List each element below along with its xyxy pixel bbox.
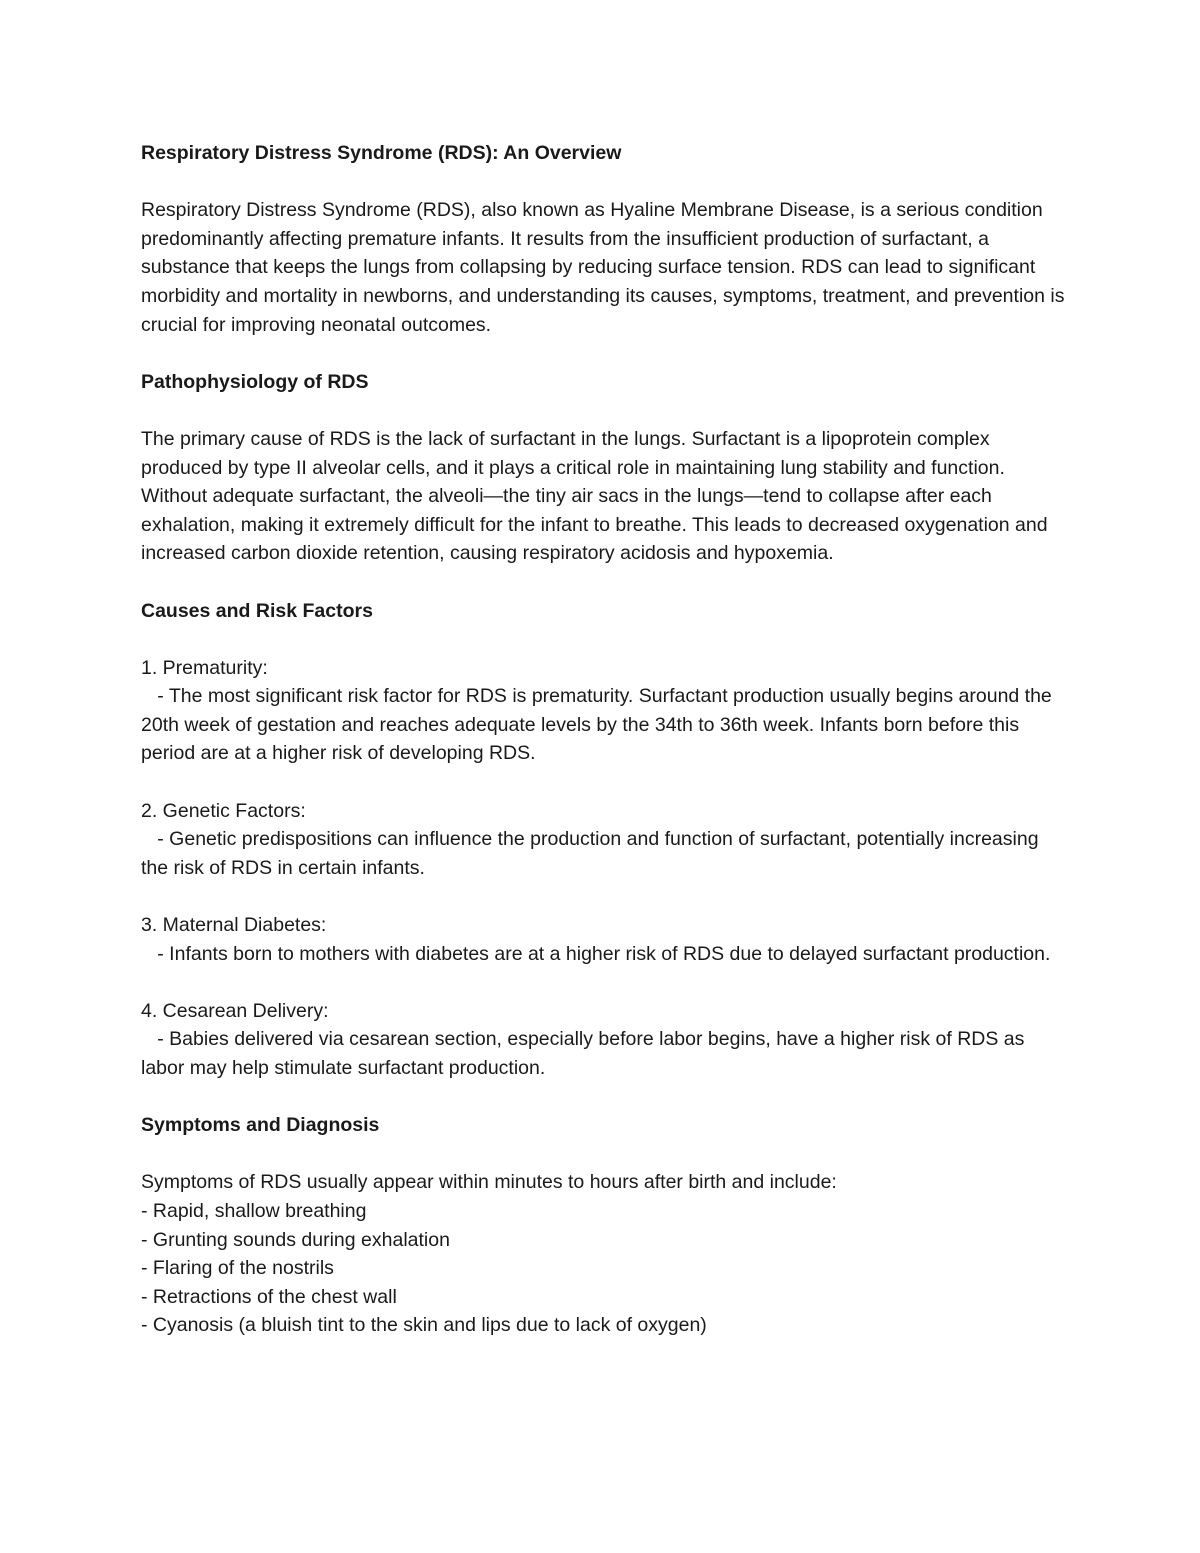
- risk-factor-description: [141, 825, 1071, 882]
- spacer: [141, 882, 1071, 911]
- spacer: [141, 768, 1071, 797]
- risk-factor-description: [141, 940, 1071, 969]
- document-page: [141, 139, 1071, 1340]
- risk-factor-title: 1. Prematurity:: [141, 656, 268, 679]
- risk-factor-text: - The most significant risk factor for RDS is prematurity. Surfactant production usually begins around the 20th week of gestation and reaches adequate levels by the 34th to 36th week. Infants born before this period are at a higher risk of developing RDS.: [141, 685, 1052, 765]
- spacer: [141, 1083, 1071, 1112]
- risk-factor-title: 2. Genetic Factors:: [141, 799, 306, 822]
- section-heading-causes: Causes and Risk Factors: [141, 599, 373, 622]
- risk-factor-item: [141, 911, 1071, 968]
- document-title: Respiratory Distress Syndrome (RDS): An Overview: [141, 142, 622, 164]
- risk-factor-item: [141, 997, 1071, 1083]
- symptoms-intro: Symptoms of RDS usually appear within minutes to hours after birth and include:: [141, 1171, 837, 1194]
- spacer: [141, 568, 1071, 597]
- pathophysiology-paragraph: The primary cause of RDS is the lack of surfactant in the lungs. Surfactant is a lipoprotein complex produced by type II alveolar cells, and it plays a critical role in maintaining lung stability and function. Without adequate surfactant, the alveoli—the tiny air sacs in the lungs—tend to collapse after each exhalation, making it extremely difficult for the infant to breathe. This leads to decreased oxygenation and increased carbon dioxide retention, causing respiratory acidosis and hypoxemia.: [141, 427, 1048, 565]
- symptom-bullet: - Retractions of the chest wall: [141, 1285, 397, 1308]
- risk-factor-title: 3. Maternal Diabetes:: [141, 914, 327, 937]
- symptom-bullet: - Flaring of the nostrils: [141, 1257, 334, 1280]
- risk-factor-item: [141, 654, 1071, 768]
- symptom-bullet: - Rapid, shallow breathing: [141, 1199, 367, 1222]
- risk-factor-description: [141, 1025, 1071, 1082]
- spacer: [141, 968, 1071, 997]
- spacer: [141, 396, 1071, 425]
- symptom-bullet: - Grunting sounds during exhalation: [141, 1228, 450, 1251]
- spacer: [141, 625, 1071, 654]
- intro-paragraph: Respiratory Distress Syndrome (RDS), also known as Hyaline Membrane Disease, is a serious condition predominantly affecting premature infants. It results from the insufficient production of surfactant, a substance that keeps the lungs from collapsing by reducing surface tension. RDS can lead to significant morbidity and mortality in newborns, and understanding its causes, symptoms, treatment, and prevention is crucial for improving neonatal outcomes.: [141, 199, 1065, 336]
- section-heading-pathophysiology: Pathophysiology of RDS: [141, 370, 369, 393]
- risk-factor-title: 4. Cesarean Delivery:: [141, 999, 329, 1022]
- risk-factor-text: - Infants born to mothers with diabetes are at a higher risk of RDS due to delayed surfactant production.: [157, 942, 1051, 965]
- risk-factor-text: - Genetic predispositions can influence the production and function of surfactant, potentially increasing the risk of RDS in certain infants.: [141, 828, 1039, 879]
- symptom-bullet: - Cyanosis (a bluish tint to the skin and lips due to lack of oxygen): [141, 1314, 707, 1337]
- risk-factor-item: [141, 797, 1071, 883]
- spacer: [141, 1140, 1071, 1169]
- risk-factor-description: [141, 682, 1071, 768]
- risk-factor-text: - Babies delivered via cesarean section, especially before labor begins, have a higher risk of RDS as labor may help stimulate surfactant production.: [141, 1028, 1025, 1079]
- spacer: [141, 339, 1071, 368]
- section-heading-symptoms: Symptoms and Diagnosis: [141, 1114, 380, 1137]
- spacer: [141, 168, 1071, 197]
